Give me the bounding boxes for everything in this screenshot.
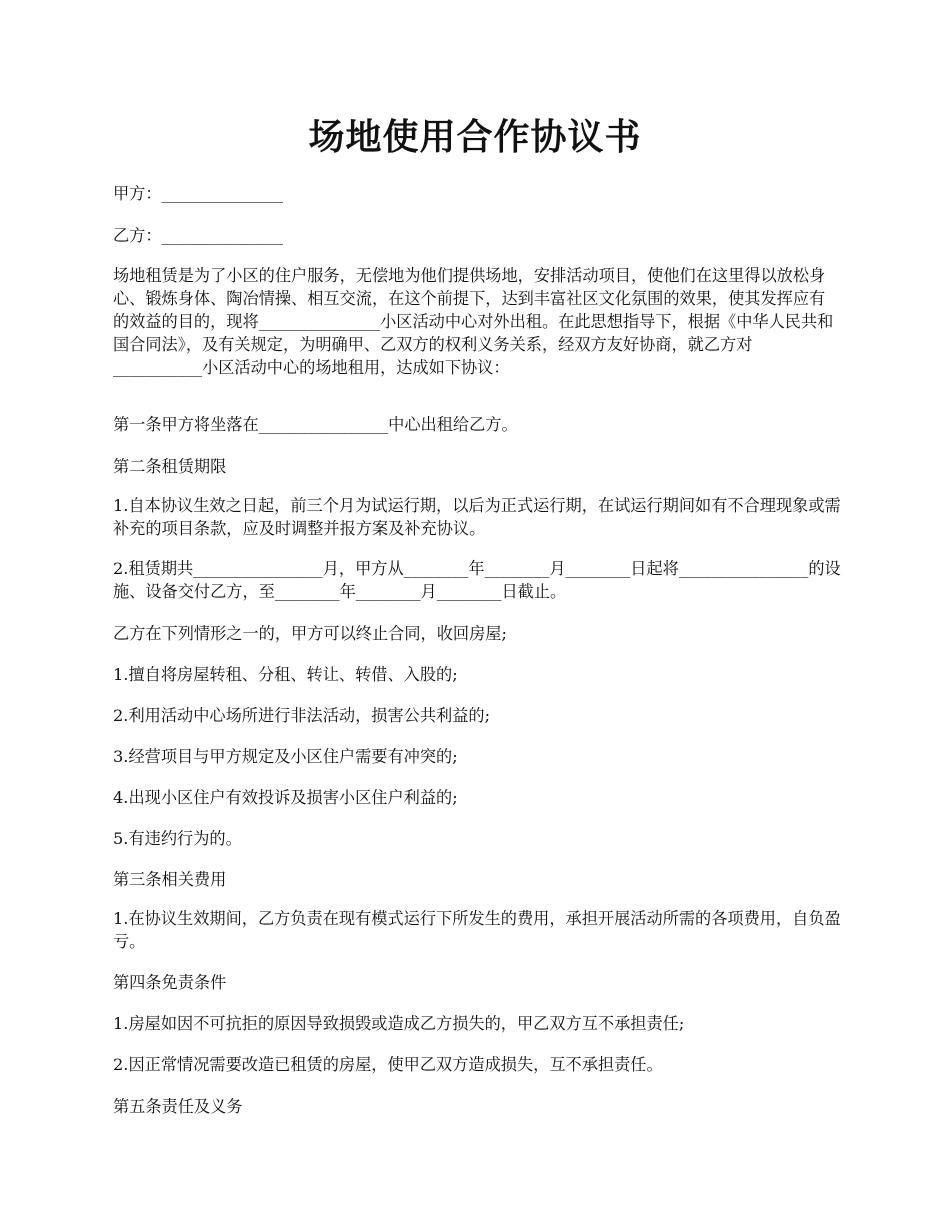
article-4-item-2: 2.因正常情况需要改造已租赁的房屋，使甲乙双方造成损失，互不承担责任。	[113, 1055, 663, 1074]
termination-item: 1.擅自将房屋转租、分租、转让、转借、入股的;	[113, 665, 458, 684]
termination-item: 3.经营项目与甲方规定及小区住户需要有冲突的;	[113, 747, 458, 766]
document-title: 场地使用合作协议书	[308, 116, 642, 158]
termination-intro: 乙方在下列情形之一的，甲方可以终止合同，收回房屋;	[113, 624, 507, 643]
article-1: 第一条甲方将坐落在________________中心出租给乙方。	[113, 415, 518, 434]
article-4-heading: 第四条免责条件	[113, 973, 227, 992]
article-2-item-1: 1.自本协议生效之日起，前三个月为试运行期，以后为正式运行期，在试运行期间如有不合理现象或需补充的项目条款，应及时调整并报方案及补充协议。	[113, 496, 841, 538]
termination-item: 5.有违约行为的。	[113, 829, 242, 848]
party-b-line: 乙方：_______________	[113, 226, 283, 245]
article-2-item-2: 2.租赁期共________________月，甲方从________年________月________日起将________________的设施、设备交付乙方，至________年________月________日截止。	[113, 559, 841, 601]
article-4-item-1: 1.房屋如因不可抗拒的原因导致损毁或造成乙方损失的，甲乙双方互不承担责任;	[113, 1014, 685, 1033]
intro-paragraph: 场地租赁是为了小区的住户服务，无偿地为他们提供场地，安排活动项目，使他们在这里得以放松身心、锻炼身体、陶冶情操、相互交流，在这个前提下，达到丰富社区文化氛围的效果，使其发挥应有的效益的目的，现将_______________小区活动中心对外出租。在此思想指导下，根据《中华人民共和国合同法》，及有关规定，为明确甲、乙双方的权利义务关系，经双方友好协商，就乙方对___________小区活动中心的场地租用，达成如下协议：	[113, 266, 834, 377]
article-3-heading: 第三条相关费用	[113, 870, 227, 889]
termination-item: 4.出现小区住户有效投诉及损害小区住户利益的;	[113, 788, 458, 807]
article-2-heading: 第二条租赁期限	[113, 457, 227, 476]
party-a-line: 甲方：_______________	[113, 184, 283, 203]
article-5-heading: 第五条责任及义务	[113, 1097, 243, 1116]
termination-item: 2.利用活动中心场所进行非法活动，损害公共利益的;	[113, 706, 491, 725]
article-3-item-1: 1.在协议生效期间，乙方负责在现有模式运行下所发生的费用，承担开展活动所需的各项费用，自负盈亏。	[113, 909, 841, 951]
